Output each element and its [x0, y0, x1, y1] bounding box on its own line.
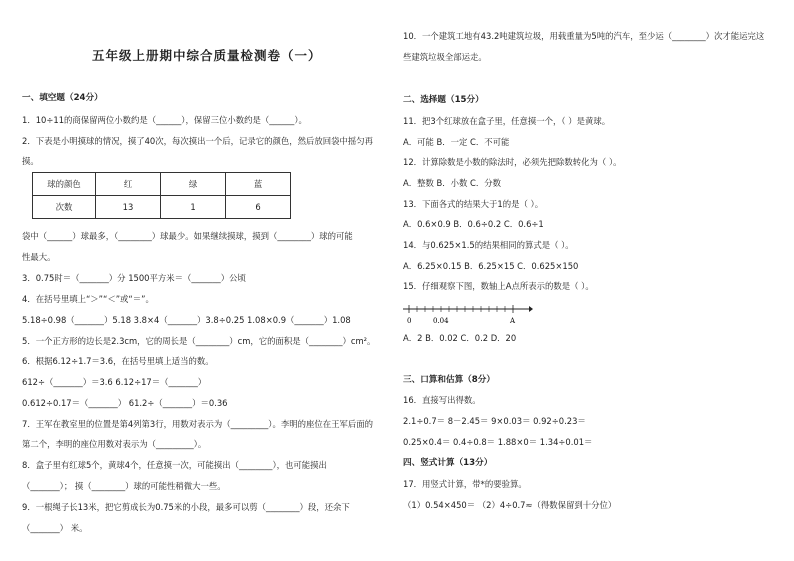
question-line: 袋中（______）球最多，（________）球最少。如果继续摸球，摸到（________）球的可能 [22, 231, 353, 241]
question-line: 14．与0.625×1.5的结果相同的算式是（ ）。 [403, 240, 574, 250]
question-line: 11．把3个红球放在盒子里，任意摸一个，（ ）是黄球。 [403, 116, 611, 126]
question-line: （_______） 米。 [22, 523, 88, 533]
question-line: 4．在括号里填上“＞”“＜”或“＝”。 [22, 294, 154, 304]
question-line: （_______）； 摸（________）球的可能性稍微大一些。 [22, 481, 226, 491]
question-line: 612÷（_______）＝3.6 6.12÷17＝（_______） [22, 377, 207, 387]
ball-table [32, 172, 291, 219]
table-header-cell: 球的颜色 [33, 173, 96, 196]
section-heading: 三、口算和估算（8分） [403, 375, 495, 385]
section-heading: 二、选择题（15分） [403, 95, 484, 105]
table-cell: 次数 [33, 196, 96, 219]
question-line: 0.612÷0.17＝（_______） 61.2÷（_______）＝0.36 [22, 398, 228, 408]
question-line: 6．根据6.12÷1.7＝3.6，在括号里填上适当的数。 [22, 356, 214, 366]
calc-line: 0.25×0.4＝ 0.4÷0.8＝ 1.88×0＝ 1.34÷0.01＝ [403, 437, 593, 447]
option-line: A．2 B．0.02 C．0.2 D．20 [403, 333, 517, 343]
calc-line: 2.1÷0.7＝ 8－2.45＝ 9×0.03＝ 0.92÷0.23＝ [403, 416, 586, 426]
table-header-cell: 绿 [161, 173, 226, 196]
question-line: 5.18÷0.98（_______）5.18 3.8×4（_______）3.8÷0.25 1.08×0.9（_______）1.08 [22, 315, 351, 325]
question-line: 些建筑垃圾全部运走。 [403, 52, 487, 62]
point-a-label: A [510, 317, 516, 325]
table-cell: 1 [161, 196, 226, 219]
section-heading: 四、竖式计算（13分） [403, 458, 493, 468]
question-line: 17．用竖式计算，带*的要验算。 [403, 479, 527, 489]
option-line: A．6.25×0.15 B．6.25×15 C．0.625×150 [403, 261, 579, 271]
arrow-icon [529, 306, 533, 312]
calc-line: （1）0.54×450＝ （2）4÷0.7≈（得数保留到十分位） [403, 500, 617, 510]
tick-label-zero: 0 [407, 317, 412, 325]
question-line: 7．王军在教室里的位置是第4列第3行，用数对表示为（_________）。李明的座位在王军后面的 [22, 419, 373, 429]
table-header-cell: 蓝 [226, 173, 291, 196]
option-line: A．0.6×0.9 B．0.6÷0.2 C．0.6÷1 [403, 219, 544, 229]
question-line: 摸。 [22, 156, 39, 166]
question-line: 第二个，李明的座位用数对表示为（_________）。 [22, 439, 207, 449]
page-title: 五年级上册期中综合质量检测卷（一） [92, 48, 322, 63]
number-line [403, 303, 533, 327]
section-heading: 一、填空题（24分） [22, 93, 103, 103]
tick-label: 0.04 [433, 317, 449, 325]
question-line: 9．一根绳子长13米，把它剪成长为0.75米的小段，最多可以剪（________）段，还余下 [22, 502, 350, 512]
question-line: 13．下面各式的结果大于1的是（ ）。 [403, 199, 544, 209]
question-line: 2．下表是小明摸球的情况，摸了40次，每次摸出一个后，记录它的颜色，然后放回袋中摇匀再 [22, 136, 373, 146]
option-line: A．可能 B．一定 C．不可能 [403, 137, 510, 147]
table-cell: 6 [226, 196, 291, 219]
question-line: 15．仔细观察下图，数轴上A点所表示的数是（ ）。 [403, 281, 594, 291]
question-line: 16．直接写出得数。 [403, 395, 481, 405]
question-line: 3．0.75时＝（_______）分 1500平方米＝（_______）公顷 [22, 273, 246, 283]
question-line: 8．盒子里有红球5个，黄球4个，任意摸一次，可能摸出（________），也可能摸出 [22, 460, 327, 470]
table-row [33, 196, 291, 219]
question-line: 12．计算除数是小数的除法时，必须先把除数转化为（ ）。 [403, 157, 622, 167]
question-line: 1．10÷11的商保留两位小数约是（______），保留三位小数约是（______）。 [22, 115, 307, 125]
question-line: 10．一个建筑工地有43.2吨建筑垃圾，用载重量为5吨的汽车，至少运（________）次才能运完这 [403, 31, 765, 41]
table-cell: 13 [96, 196, 161, 219]
question-line: 5．一个正方形的边长是2.3cm，它的周长是（________）cm，它的面积是（________）cm²。 [22, 336, 376, 346]
question-line: 性最大。 [22, 252, 56, 262]
option-line: A．整数 B．小数 C．分数 [403, 178, 502, 188]
table-header-cell: 红 [96, 173, 161, 196]
table-row [33, 173, 291, 196]
